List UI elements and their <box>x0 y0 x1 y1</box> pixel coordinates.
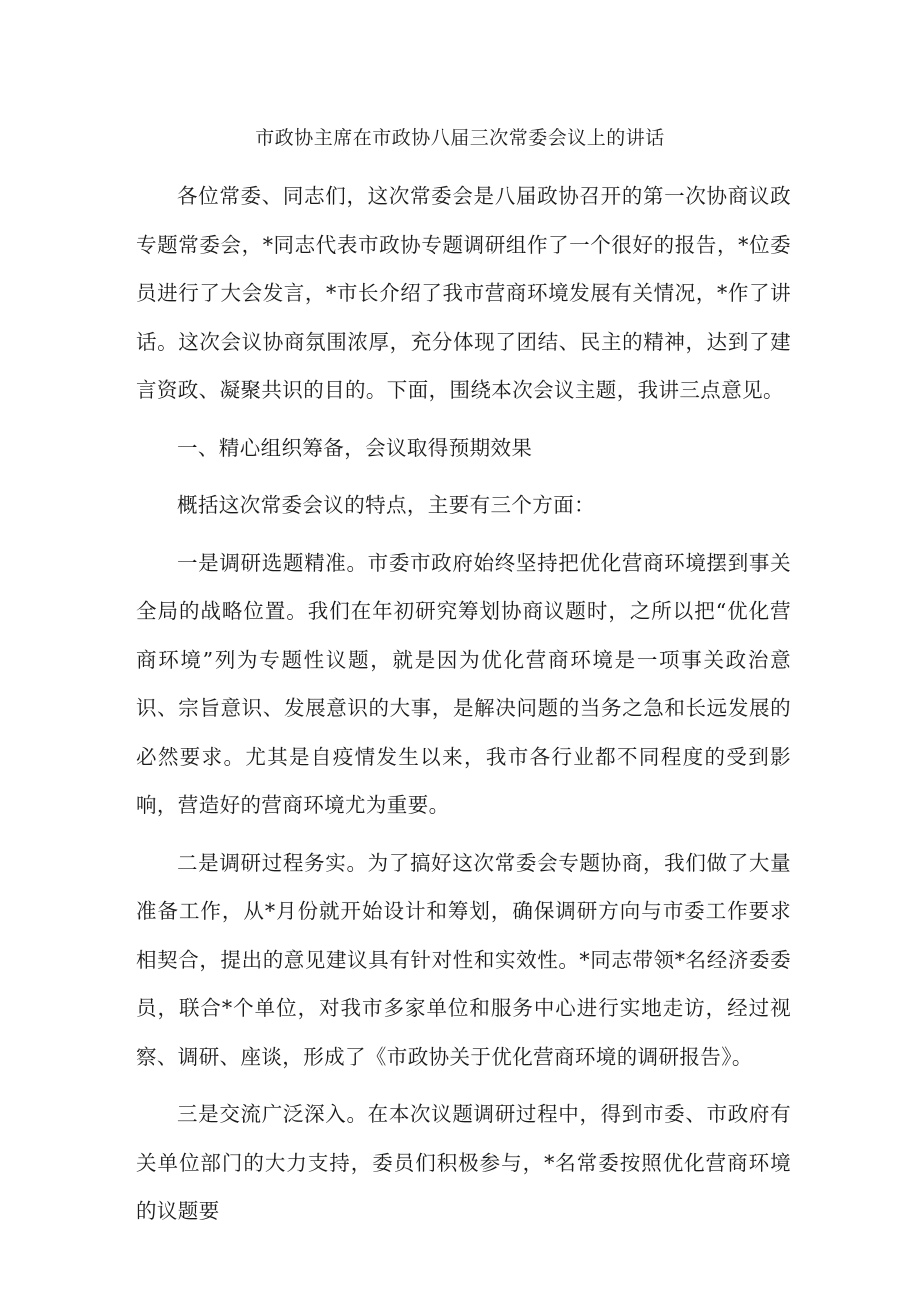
paragraph-point-one: 一是调研选题精准。市委市政府始终坚持把优化营商环境摆到事关全局的战略位置。我们在年初研究筹划协商议题时，之所以把“优化营商环境”列为专题性议题，就是因为优化营商环境是一项事关政治意识、宗旨意识、发展意识的大事，是解决问题的当务之急和长远发展的必然要求。尤其是自疫情发生以来，我市各行业都不同程度的受到影响，营造好的营商环境尤为重要。 <box>136 550 791 817</box>
paragraph-point-two: 二是调研过程务实。为了搞好这次常委会专题协商，我们做了大量准备工作，从*月份就开始设计和筹划，确保调研方向与市委工作要求相契合，提出的意见建议具有针对性和实效性。*同志带领*名经济委委员，联合*个单位，对我市多家单位和服务中心进行实地走访，经过视察、调研、座谈，形成了《市政协关于优化营商环境的调研报告》。 <box>136 850 791 1069</box>
paragraph-point-three: 三是交流广泛深入。在本次议题调研过程中，得到市委、市政府有关单位部门的大力支持，委员们积极参与，*名常委按照优化营商环境的议题要 <box>136 1102 791 1223</box>
paragraph-opening: 各位常委、同志们，这次常委会是八届政协召开的第一次协商议政专题常委会，*同志代表市政协专题调研组作了一个很好的报告，*位委员进行了大会发言，*市长介绍了我市营商环境发展有关情况，*作了讲话。这次会议协商氛围浓厚，充分体现了团结、民主的精神，达到了建言资政、凝聚共识的目的。下面，围绕本次会议主题，我讲三点意见。 <box>136 184 791 402</box>
section-heading-one: 一、精心组织筹备，会议取得预期效果 <box>177 435 533 460</box>
document-body <box>136 172 791 1236</box>
document-title: 市政协主席在市政协八届三次常委会议上的讲话 <box>255 127 665 149</box>
paragraph-summary: 概括这次常委会议的特点，主要有三个方面： <box>177 493 595 517</box>
